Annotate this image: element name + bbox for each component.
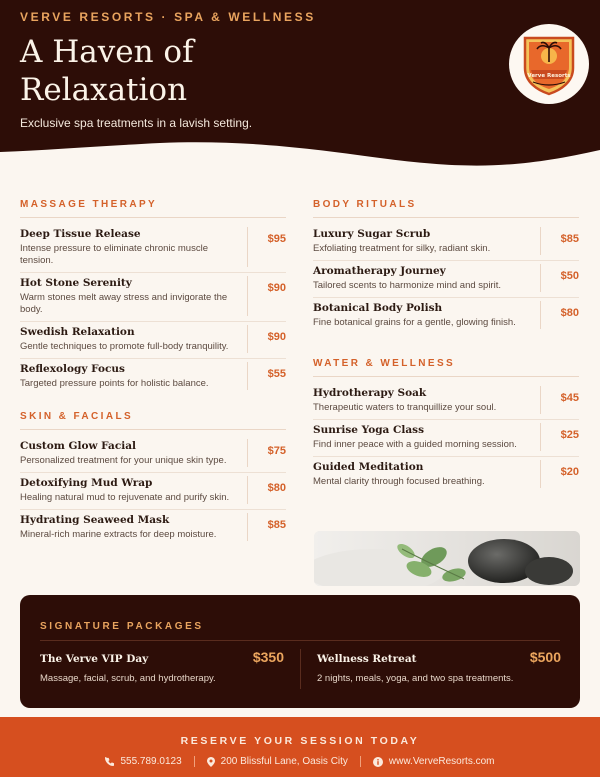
water-list xyxy=(313,383,579,493)
item-name: Sunrise Yoga Class xyxy=(313,424,424,436)
item-name: Custom Glow Facial xyxy=(20,440,137,452)
package-name: Wellness Retreat xyxy=(317,653,417,665)
item-price: $80 xyxy=(560,307,579,319)
item-price: $95 xyxy=(267,233,286,245)
package-desc: 2 nights, meals, yoga, and two spa treatments. xyxy=(317,673,514,684)
left-column xyxy=(20,199,286,546)
item-name: Swedish Relaxation xyxy=(20,326,135,338)
item-name: Hot Stone Serenity xyxy=(20,277,132,289)
item-desc: Exfoliating treatment for silky, radiant skin. xyxy=(313,243,491,254)
item-desc: Intense pressure to eliminate chronic muscle tension. xyxy=(20,243,208,266)
item-price: $85 xyxy=(560,233,579,245)
right-column xyxy=(313,199,579,493)
section-title-massage: MASSAGE THERAPY xyxy=(20,199,286,218)
item-price: $85 xyxy=(267,519,286,531)
item-price: $20 xyxy=(560,466,579,478)
info-icon xyxy=(373,757,383,767)
item-price: $75 xyxy=(267,445,286,457)
massage-list xyxy=(20,224,286,395)
item-desc: Personalized treatment for your unique skin type. xyxy=(20,455,227,466)
list-item xyxy=(20,273,286,322)
brand-logo xyxy=(509,24,589,104)
item-desc: Targeted pressure points for holistic balance. xyxy=(20,378,209,389)
package-price: $350 xyxy=(252,649,284,665)
item-name: Hydrotherapy Soak xyxy=(313,387,427,399)
address-text: 200 Blissful Lane, Oasis City xyxy=(220,756,348,767)
divider xyxy=(40,640,560,641)
item-name: Guided Meditation xyxy=(313,461,424,473)
item-name: Botanical Body Polish xyxy=(313,302,443,314)
item-price: $55 xyxy=(267,368,286,380)
footer xyxy=(0,717,600,777)
package-desc: Massage, facial, scrub, and hydrotherapy. xyxy=(40,673,216,684)
divider xyxy=(194,756,195,767)
list-item xyxy=(313,261,579,298)
item-desc: Tailored scents to harmonize mind and spirit. xyxy=(313,280,501,291)
signature-packages xyxy=(20,595,580,708)
item-name: Luxury Sugar Scrub xyxy=(313,228,431,240)
item-desc: Gentle techniques to promote full-body tranquility. xyxy=(20,341,229,352)
stones-leaves-image xyxy=(314,531,580,586)
item-desc: Find inner peace with a guided morning session. xyxy=(313,439,517,450)
location-pin-icon xyxy=(207,757,215,767)
section-title-skin: SKIN & FACIALS xyxy=(20,411,286,430)
phone-icon xyxy=(105,757,114,766)
item-price: $45 xyxy=(560,392,579,404)
list-item xyxy=(20,473,286,510)
package-card xyxy=(317,649,561,689)
list-item xyxy=(20,510,286,546)
item-desc: Therapeutic waters to tranquillize your soul. xyxy=(313,402,497,413)
item-desc: Healing natural mud to rejuvenate and purify skin. xyxy=(20,492,230,503)
contact-phone[interactable] xyxy=(105,756,181,767)
section-title-body: BODY RITUALS xyxy=(313,199,579,218)
item-desc: Fine botanical grains for a gentle, glowing finish. xyxy=(313,317,516,328)
contact-website[interactable] xyxy=(373,756,495,767)
divider xyxy=(360,756,361,767)
list-item xyxy=(20,224,286,273)
page-subtitle: Exclusive spa treatments in a lavish setting. xyxy=(20,116,253,130)
footer-title: RESERVE YOUR SESSION TODAY xyxy=(180,735,420,747)
item-price: $50 xyxy=(560,270,579,282)
item-price: $90 xyxy=(267,331,286,343)
list-item xyxy=(313,383,579,420)
hero-header xyxy=(0,0,600,168)
item-desc: Warm stones melt away stress and invigorate the body. xyxy=(20,292,228,315)
divider xyxy=(300,649,301,689)
packages-title: SIGNATURE PACKAGES xyxy=(40,621,204,632)
list-item xyxy=(313,298,579,334)
website-link[interactable]: www.VerveResorts.com xyxy=(388,756,495,767)
item-name: Reflexology Focus xyxy=(20,363,125,375)
resort-crest-icon xyxy=(519,32,579,96)
list-item xyxy=(20,436,286,473)
skin-list xyxy=(20,436,286,546)
page-title: A Haven of Relaxation xyxy=(20,34,194,108)
item-price: $90 xyxy=(267,282,286,294)
package-card xyxy=(40,649,284,689)
item-desc: Mental clarity through focused breathing. xyxy=(313,476,485,487)
list-item xyxy=(313,420,579,457)
logo-lettering: Verve Resorts xyxy=(527,73,571,79)
list-item xyxy=(313,224,579,261)
section-title-water: WATER & WELLNESS xyxy=(313,358,579,377)
spa-stones-photo xyxy=(314,531,580,586)
item-desc: Mineral-rich marine extracts for deep moisture. xyxy=(20,529,217,540)
list-item xyxy=(313,457,579,493)
package-price: $500 xyxy=(529,649,561,665)
list-item xyxy=(20,359,286,395)
contact-address[interactable] xyxy=(207,756,348,767)
item-price: $80 xyxy=(267,482,286,494)
item-name: Deep Tissue Release xyxy=(20,228,141,240)
item-name: Aromatherapy Journey xyxy=(313,265,446,277)
item-price: $25 xyxy=(560,429,579,441)
list-item xyxy=(20,322,286,359)
phone-number: 555.789.0123 xyxy=(120,756,182,767)
package-name: The Verve VIP Day xyxy=(40,653,149,665)
body-list xyxy=(313,224,579,334)
item-name: Detoxifying Mud Wrap xyxy=(20,477,153,489)
contact-row xyxy=(0,756,600,767)
item-name: Hydrating Seaweed Mask xyxy=(20,514,170,526)
brand-line: VERVE RESORTS · SPA & WELLNESS xyxy=(20,10,316,24)
